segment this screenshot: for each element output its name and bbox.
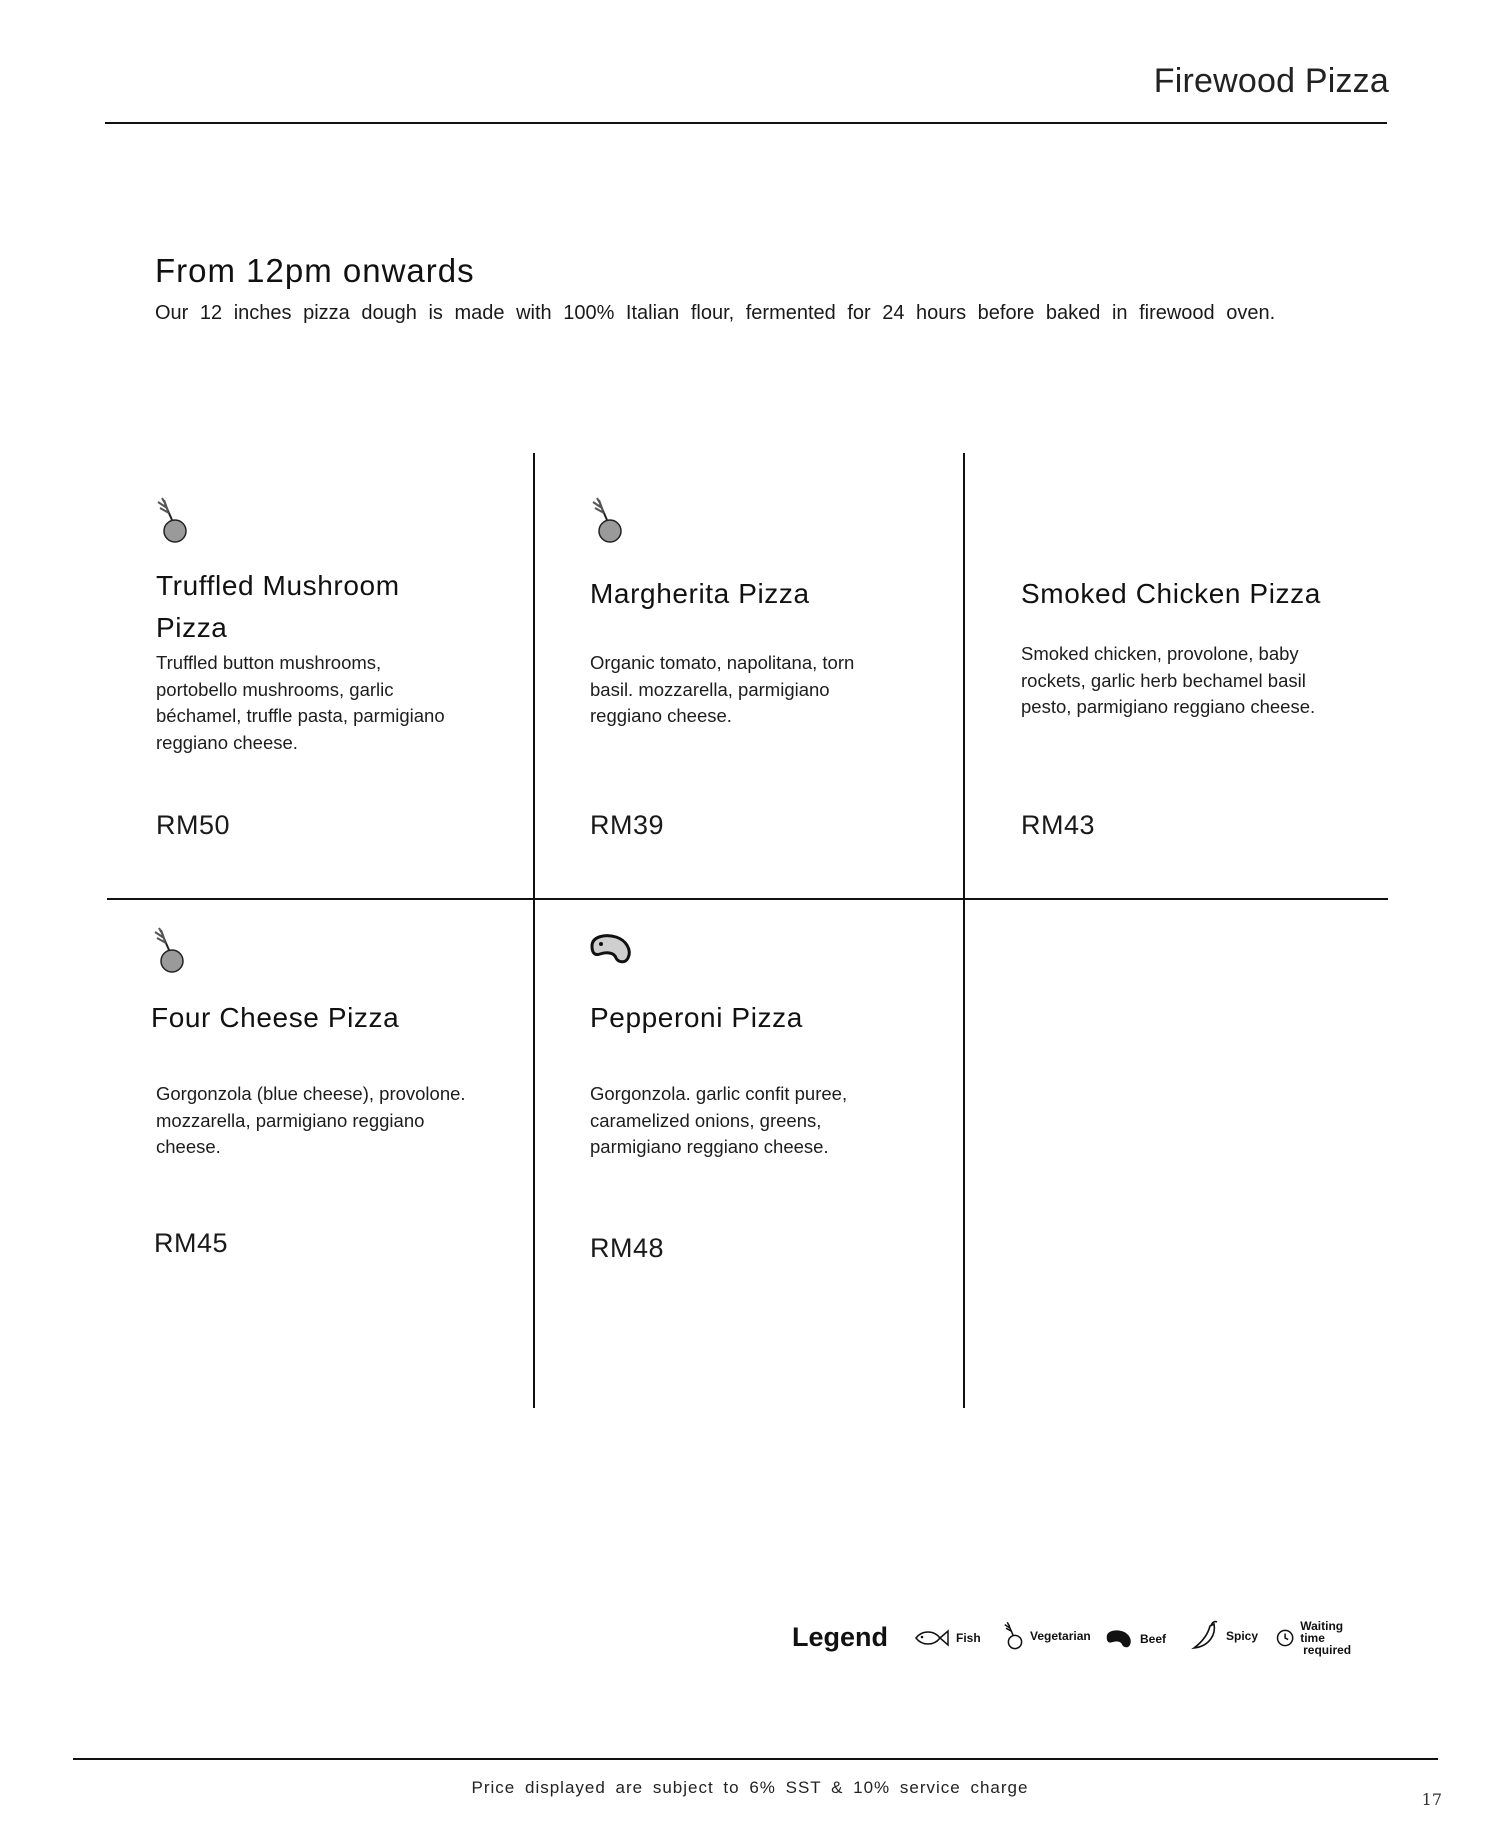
- item-title-pepperoni: Pepperoni Pizza: [590, 1002, 803, 1033]
- grid-vertical-divider-1: [533, 453, 535, 1408]
- item-title-truffled-mushroom: Truffled Mushroom Pizza: [156, 570, 400, 643]
- footer-divider: [73, 1758, 1438, 1760]
- legend-title: Legend: [792, 1622, 889, 1652]
- beef-icon: [1104, 1628, 1134, 1650]
- item-price-margherita: RM39: [590, 810, 665, 840]
- item-price-truffled-mushroom: RM50: [156, 810, 231, 840]
- footer-note: Price displayed are subject to 6% SST & 10% service charge: [471, 1778, 1029, 1797]
- vegetarian-icon: [147, 926, 187, 981]
- item-description-four-cheese: Gorgonzola (blue cheese), provolone. mozzarella, parmigiano reggiano cheese.: [156, 1083, 466, 1157]
- grid-horizontal-divider: [107, 898, 1388, 900]
- item-price-smoked-chicken: RM43: [1021, 810, 1096, 840]
- header-divider: [105, 122, 1387, 124]
- item-description-truffled-mushroom: Truffled button mushrooms, portobello mushrooms, garlic béchamel, truffle pasta, parmigiano reggiano cheese.: [156, 652, 445, 753]
- legend-item-beef: Beef: [1104, 1628, 1166, 1650]
- page-title: Firewood Pizza: [1153, 62, 1389, 100]
- clock-icon: [1276, 1626, 1294, 1650]
- item-title-smoked-chicken: Smoked Chicken Pizza: [1021, 578, 1321, 609]
- item-price-pepperoni: RM48: [590, 1233, 665, 1263]
- item-title-four-cheese: Four Cheese Pizza: [151, 1002, 400, 1033]
- vegetarian-icon: [1000, 1620, 1024, 1652]
- legend-item-spicy: Spicy: [1190, 1620, 1258, 1652]
- fish-icon: [914, 1628, 950, 1648]
- legend-item-waiting-time: Waiting time required: [1276, 1620, 1354, 1656]
- legend-item-fish: Fish: [914, 1628, 981, 1648]
- item-description-margherita: Organic tomato, napolitana, torn basil. mozzarella, parmigiano reggiano cheese.: [590, 652, 855, 726]
- legend-item-vegetarian: Vegetarian: [1000, 1620, 1091, 1652]
- vegetarian-icon: [585, 496, 625, 551]
- item-description-smoked-chicken: Smoked chicken, provolone, baby rockets, garlic herb bechamel basil pesto, parmigiano reggiano cheese.: [1021, 643, 1316, 717]
- section-title: From 12pm onwards: [155, 252, 475, 289]
- vegetarian-icon: [150, 496, 190, 551]
- page-number: 17: [1421, 1790, 1442, 1809]
- chili-icon: [1190, 1620, 1220, 1652]
- grid-vertical-divider-2: [963, 453, 965, 1408]
- item-price-four-cheese: RM45: [154, 1228, 229, 1258]
- section-intro: Our 12 inches pizza dough is made with 100% Italian flour, fermented for 24 hours before baked in firewood oven.: [155, 302, 1276, 324]
- item-description-pepperoni: Gorgonzola. garlic confit puree, caramelized onions, greens, parmigiano reggiano cheese.: [590, 1083, 848, 1157]
- item-title-margherita: Margherita Pizza: [590, 578, 810, 609]
- beef-icon: [588, 932, 634, 971]
